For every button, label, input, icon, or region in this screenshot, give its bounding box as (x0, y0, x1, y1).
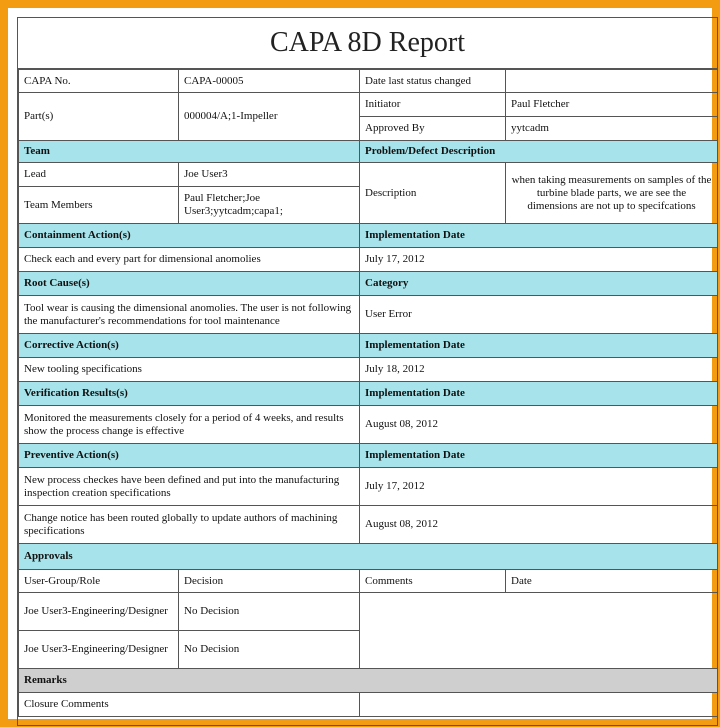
col-decision-header: Decision (179, 570, 360, 593)
root-cause-text: Tool wear is causing the dimensional anomolies. The user is not following the manufacturer's recommendations for tool maintenance (19, 296, 360, 334)
initiator-value: Paul Fletcher (506, 93, 718, 117)
problem-heading: Problem/Defect Description (360, 141, 718, 163)
team-heading: Team (19, 141, 360, 163)
lead-value: Joe User3 (179, 163, 360, 187)
containment-impl-heading: Implementation Date (360, 224, 718, 248)
preventive-heading: Preventive Action(s) (19, 444, 360, 468)
report-title: CAPA 8D Report (18, 18, 717, 70)
containment-heading: Containment Action(s) (19, 224, 360, 248)
team-members-label: Team Members (19, 187, 179, 224)
closure-comments-value (360, 693, 718, 717)
date-status-label: Date last status changed (360, 70, 506, 93)
preventive-action: Change notice has been routed globally to update authors of machining specifications (19, 506, 360, 544)
verification-impl-heading: Implementation Date (360, 382, 718, 406)
col-role-header: User-Group/Role (19, 570, 179, 593)
root-cause-heading: Root Cause(s) (19, 272, 360, 296)
verification-date: August 08, 2012 (360, 406, 718, 444)
verification-text: Monitored the measurements closely for a period of 4 weeks, and results show the process change is effective (19, 406, 360, 444)
containment-action: Check each and every part for dimensional anomolies (19, 248, 360, 272)
initiator-label: Initiator (360, 93, 506, 117)
preventive-date: August 08, 2012 (360, 506, 718, 544)
team-members-value: Paul Fletcher;Joe User3;yytcadm;capa1; (179, 187, 360, 224)
verification-heading: Verification Results(s) (19, 382, 360, 406)
approvals-heading: Approvals (19, 544, 718, 570)
date-status-value (506, 70, 718, 93)
col-date-header: Date (506, 570, 718, 593)
approval-decision: No Decision (179, 593, 360, 631)
capa-no-value: CAPA-00005 (179, 70, 360, 93)
approval-role: Joe User3-Engineering/Designer (19, 631, 179, 669)
approved-by-value: yytcadm (506, 117, 718, 141)
remarks-heading: Remarks (19, 669, 718, 693)
col-comments-header: Comments (360, 570, 506, 593)
report-table (18, 69, 718, 717)
containment-date: July 17, 2012 (360, 248, 718, 272)
lead-label: Lead (19, 163, 179, 187)
report-sheet (17, 17, 718, 726)
approval-comments-area (360, 593, 718, 669)
approval-role: Joe User3-Engineering/Designer (19, 593, 179, 631)
corrective-impl-heading: Implementation Date (360, 334, 718, 358)
parts-value: 000004/A;1-Impeller (179, 93, 360, 141)
preventive-date: July 17, 2012 (360, 468, 718, 506)
preventive-impl-heading: Implementation Date (360, 444, 718, 468)
description-value: when taking measurements on samples of the turbine blade parts, we are see the dimensions are not up to specifcations (506, 163, 718, 224)
category-heading: Category (360, 272, 718, 296)
description-label: Description (360, 163, 506, 224)
parts-label: Part(s) (19, 93, 179, 141)
approved-by-label: Approved By (360, 117, 506, 141)
closure-comments-label: Closure Comments (19, 693, 360, 717)
capa-no-label: CAPA No. (19, 70, 179, 93)
category-value: User Error (360, 296, 718, 334)
approval-decision: No Decision (179, 631, 360, 669)
preventive-action: New process checkes have been defined and put into the manufacturing inspection creation specifications (19, 468, 360, 506)
corrective-heading: Corrective Action(s) (19, 334, 360, 358)
corrective-date: July 18, 2012 (360, 358, 718, 382)
corrective-action: New tooling specifications (19, 358, 360, 382)
